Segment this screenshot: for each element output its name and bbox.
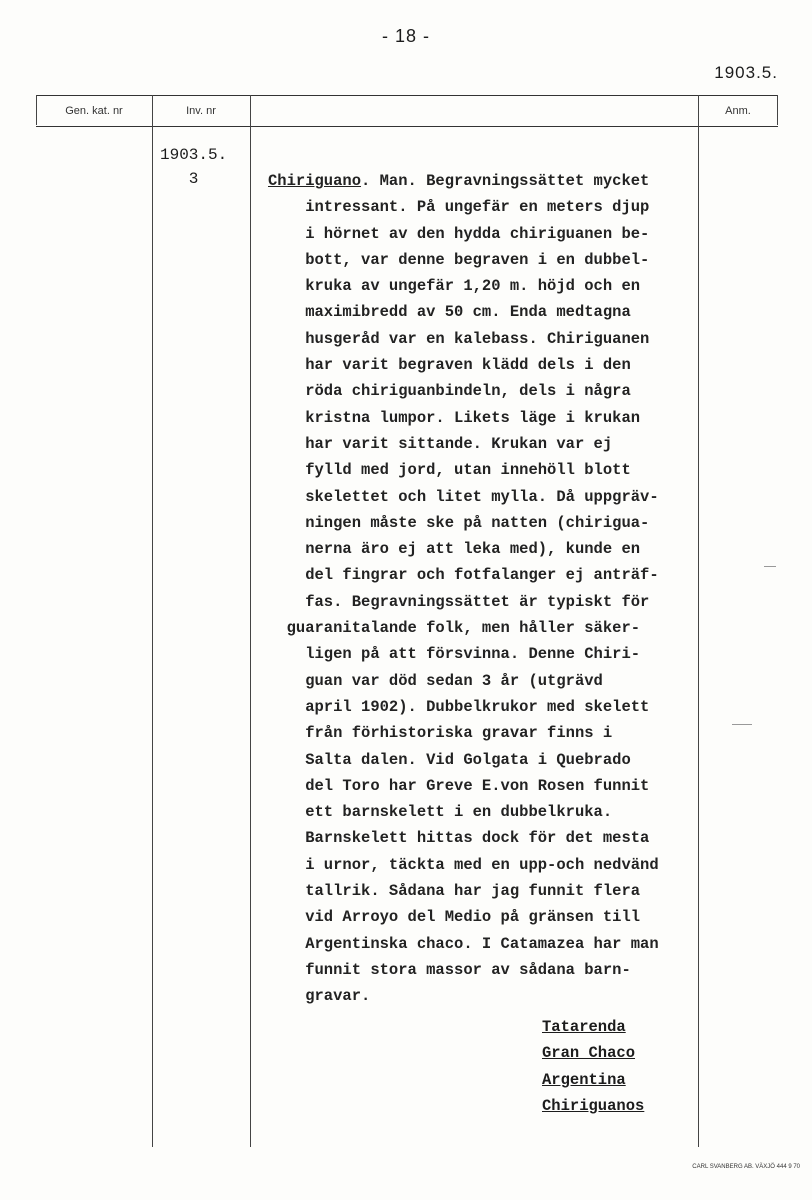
inventory-item-number: 3 [188,170,199,188]
entry-line: ligen på att försvinna. Denne Chiri- [305,645,641,664]
header-inv-nr: Inv. nr [186,105,216,117]
entry-line: . Man. Begravningssättet mycket [361,172,650,190]
entry-line: del Toro har Greve E.von Rosen funnit [305,776,650,795]
entry-line: från förhistoriska gravar finns i [305,724,613,743]
entry-line: vid Arroyo del Medio på gränsen till [305,908,641,927]
margin-mark [764,566,776,567]
entry-line: skelettet och litet mylla. Då uppgräv- [305,487,659,506]
rule-left-edge [36,95,37,125]
entry-line: tallrik. Sådana har jag funnit flera [305,882,641,901]
entry-line: intressant. På ungefär en meters djup [305,198,650,217]
entry-line: maximibredd av 50 cm. Enda medtagna [305,303,631,322]
entry-line: bott, var denne begraven i en dubbel- [305,250,650,269]
header-gen-kat-nr: Gen. kat. nr [65,105,123,117]
header-anm: Anm. [725,105,751,117]
keyword: Chiriguanos [542,1096,645,1115]
keyword-list [542,1014,644,1119]
entry-line: Salta dalen. Vid Golgata i Quebrado [305,750,631,769]
entry-line: har varit sittande. Krukan var ej [305,434,613,453]
catalog-reference: 1903.5. [714,63,778,82]
entry-line: fylld med jord, utan innehöll blott [305,461,631,480]
table-header [36,95,778,127]
entry-line: nerna äro ej att leka med), kunde en [305,540,641,559]
rule-right-edge [777,95,778,125]
entry-line: guan var död sedan 3 år (utgrävd [305,671,603,690]
entry-line: ett barnskelett i en dubbelkruka. [305,803,613,822]
entry-lines [268,172,659,1005]
entry-line: i urnor, täckta med en upp-och nedvänd [305,855,659,874]
inventory-number [160,143,227,191]
entry-line: april 1902). Dubbelkrukor med skelett [305,697,650,716]
entry-line: i hörnet av den hydda chiriguanen be- [305,224,650,243]
keyword: Gran Chaco [542,1044,636,1063]
margin-mark [732,724,752,725]
entry-line: fas. Begravningssättet är typiskt för [305,592,650,611]
entry-line: röda chiriguanbindeln, dels i några [305,382,631,401]
inventory-prefix: 1903.5. [160,146,228,164]
keyword: Tatarenda [542,1018,626,1036]
page-number: - 18 - [381,26,430,46]
entry-line: guaranitalande folk, men håller säker- [286,619,641,638]
entry-lead-word: Chiriguano [268,172,362,190]
entry-line: husgeråd var en kalebass. Chiriguanen [305,329,650,348]
entry-line: har varit begraven klädd dels i den [305,356,631,375]
rule-inv-text [250,95,251,1147]
printer-mark: CARL SVANBERG AB. VÄXJÖ 444 9 70 [692,1164,800,1170]
entry-line: gravar. [305,987,371,1006]
rule-gen-inv [152,95,153,1147]
entry-line: kristna lumpor. Likets läge i krukan [305,408,641,427]
entry-line: ningen måste ske på natten (chirigua- [305,513,650,532]
keyword: Argentina [542,1070,626,1089]
entry-description [268,168,708,1010]
entry-line: kruka av ungefär 1,20 m. höjd och en [305,277,641,296]
entry-line: Barnskelett hittas dock för det mesta [305,829,650,848]
entry-line: Argentinska chaco. I Catamazea har man [305,934,659,953]
entry-line: funnit stora massor av sådana barn- [305,960,631,979]
entry-line: del fingrar och fotfalanger ej anträf- [305,566,659,585]
